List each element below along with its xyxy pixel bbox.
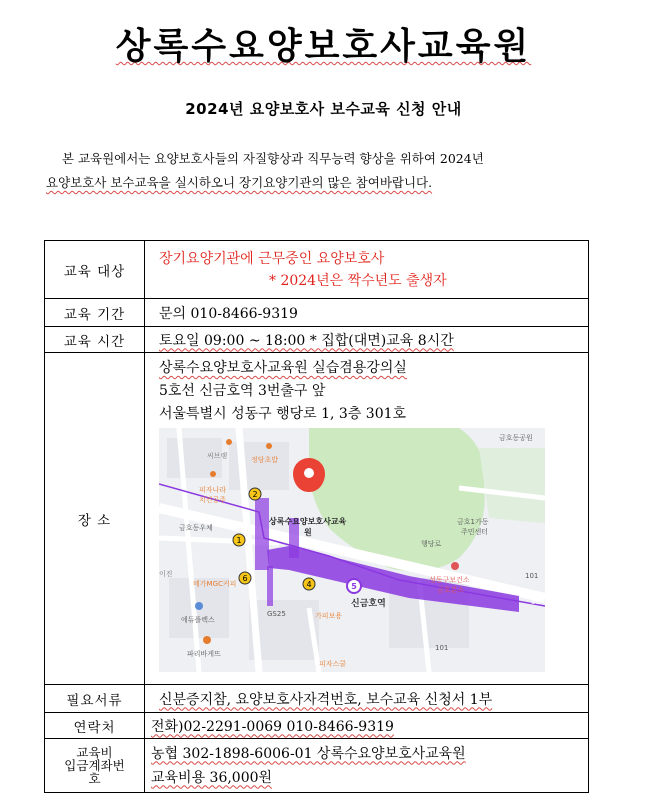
map-side-mark: 30 bbox=[531, 598, 540, 606]
intro-line-1 bbox=[46, 147, 606, 171]
map-poi-pizza1: 피자나라 bbox=[199, 486, 227, 494]
target-line-1: 장기요양기관에 근무중인 요양보호사 bbox=[159, 250, 385, 267]
account-label-1: 교육비 bbox=[76, 745, 113, 760]
map-road-101-2: 101 bbox=[525, 572, 539, 580]
map-poi-icon bbox=[210, 471, 216, 477]
row-documents bbox=[45, 685, 589, 713]
map-exit-path bbox=[267, 566, 273, 606]
row-target bbox=[45, 241, 589, 299]
value-documents bbox=[145, 685, 589, 713]
map-poi-health-2: 금호분소 bbox=[437, 586, 465, 594]
map-poi-icon bbox=[226, 439, 232, 445]
documents-text: 신분증지참, 요양보호사자격번호, 보수교육 신청서 1부 bbox=[159, 691, 493, 708]
map-line5-label: 5 bbox=[351, 582, 357, 591]
account-label-3: 호 bbox=[88, 771, 101, 786]
label-documents: 필요서류 bbox=[45, 685, 145, 713]
value-contact bbox=[145, 713, 589, 739]
location-line-2: 5호선 신금호역 3번출구 앞 bbox=[159, 383, 326, 399]
map-poi-gs25: GS25 bbox=[267, 610, 286, 618]
account-line-2 bbox=[151, 766, 588, 790]
map-park-east bbox=[479, 448, 545, 523]
account-line-2-text: 교육비용 36,000원 bbox=[151, 769, 273, 786]
time-text: 토요일 09:00 ~ 18:00 * 집합(대면)교육 8시간 bbox=[159, 332, 454, 349]
row-period bbox=[45, 299, 589, 327]
map-road-label: 행당로 bbox=[421, 540, 442, 548]
map-poi-ijin: 이진 bbox=[159, 570, 173, 578]
account-line-1 bbox=[151, 742, 588, 766]
map-exit-6-label: 6 bbox=[242, 574, 248, 583]
row-contact bbox=[45, 713, 589, 739]
intro-line-1-text: 본 교육원에서는 요양보호사들의 자질향상과 직무능력 향상을 위하여 2024년 bbox=[61, 151, 484, 166]
map-poi-paris: 파리바게뜨 bbox=[187, 650, 221, 658]
contact-text: 전화)02-2291-0069 010-8466-9319 bbox=[151, 718, 394, 735]
map-poi-pizzaschool: 피자스쿨 bbox=[319, 660, 347, 668]
row-time bbox=[45, 327, 589, 353]
intro-paragraph bbox=[46, 147, 606, 195]
location-line-1-text: 상록수요양보호사교육원 실습겸용강의실 bbox=[159, 360, 407, 376]
map-poi-post: 금호동우체 bbox=[179, 524, 213, 532]
value-location bbox=[145, 353, 589, 685]
map-school-label-2: 원 bbox=[304, 528, 312, 537]
value-period: 문의 010-8466-9319 bbox=[145, 299, 589, 327]
map-poi-edu: 에듀플렉스 bbox=[181, 616, 215, 624]
page-subtitle: 2024년 요양보호사 보수교육 신청 안내 bbox=[185, 100, 462, 118]
map-exit-4-label: 4 bbox=[306, 580, 312, 589]
info-table bbox=[44, 240, 589, 793]
map-poi-center-2: 주민센터 bbox=[461, 528, 489, 536]
account-label-2: 입금계좌번 bbox=[64, 758, 125, 773]
label-time: 교육 시간 bbox=[45, 327, 145, 353]
account-line-1-text: 농협 302-1898-6006-01 상록수요양보호사교육원 bbox=[151, 745, 466, 762]
map-road-101: 101 bbox=[435, 644, 449, 652]
value-time bbox=[145, 327, 589, 353]
map-school-label: 상록수요양보호사교육 bbox=[269, 517, 347, 526]
map-exit-path bbox=[255, 498, 269, 570]
map-poi-gapdo: 가피보용 bbox=[315, 612, 343, 620]
map-poi-pizza2: 치킨공주 bbox=[199, 496, 227, 504]
map-poi-icon bbox=[203, 636, 211, 644]
row-location bbox=[45, 353, 589, 685]
map-poi-icon bbox=[266, 443, 272, 449]
label-period: 교육 기간 bbox=[45, 299, 145, 327]
map-exit-1-label: 1 bbox=[236, 536, 242, 545]
label-location: 장 소 bbox=[45, 353, 145, 685]
title-text: 상록수요양보호사교육원 bbox=[115, 26, 532, 67]
map-poi-center: 금호1가동 bbox=[457, 518, 489, 526]
label-contact: 연락처 bbox=[45, 713, 145, 739]
label-target: 교육 대상 bbox=[45, 241, 145, 299]
map-poi-jeongdam: 정담초밥 bbox=[251, 456, 279, 464]
map-poi-mega: 메가MGC커피 bbox=[193, 580, 237, 588]
row-account bbox=[45, 739, 589, 793]
map-svg bbox=[159, 428, 545, 672]
location-line-1 bbox=[159, 357, 588, 380]
map-exit-2-label: 2 bbox=[252, 490, 258, 499]
map-poi-health: 성동구보건소 bbox=[429, 576, 470, 584]
location-map[interactable] bbox=[159, 428, 545, 672]
value-target bbox=[145, 241, 589, 299]
target-line-2: * 2024년은 짝수년도 출생자 bbox=[269, 272, 447, 289]
value-account bbox=[145, 739, 589, 793]
map-pin-dot bbox=[304, 468, 314, 478]
intro-line-2-text: 요양보호사 보수교육을 실시하오니 장기요양기관의 많은 참여바랍니다. bbox=[46, 175, 433, 190]
map-station-label: 신금호역 bbox=[351, 599, 386, 609]
map-poi-icon bbox=[195, 602, 203, 610]
label-account bbox=[45, 739, 145, 793]
map-poi-ssibbang: 씨브랭 bbox=[207, 452, 228, 460]
location-line-3: 서울특별시 성동구 행당로 1, 3층 301호 bbox=[159, 406, 407, 422]
intro-line-2 bbox=[46, 171, 606, 195]
map-poi-icon bbox=[451, 562, 459, 570]
page-title bbox=[0, 18, 647, 69]
map-poi-park: 금호동공원 bbox=[499, 434, 533, 442]
